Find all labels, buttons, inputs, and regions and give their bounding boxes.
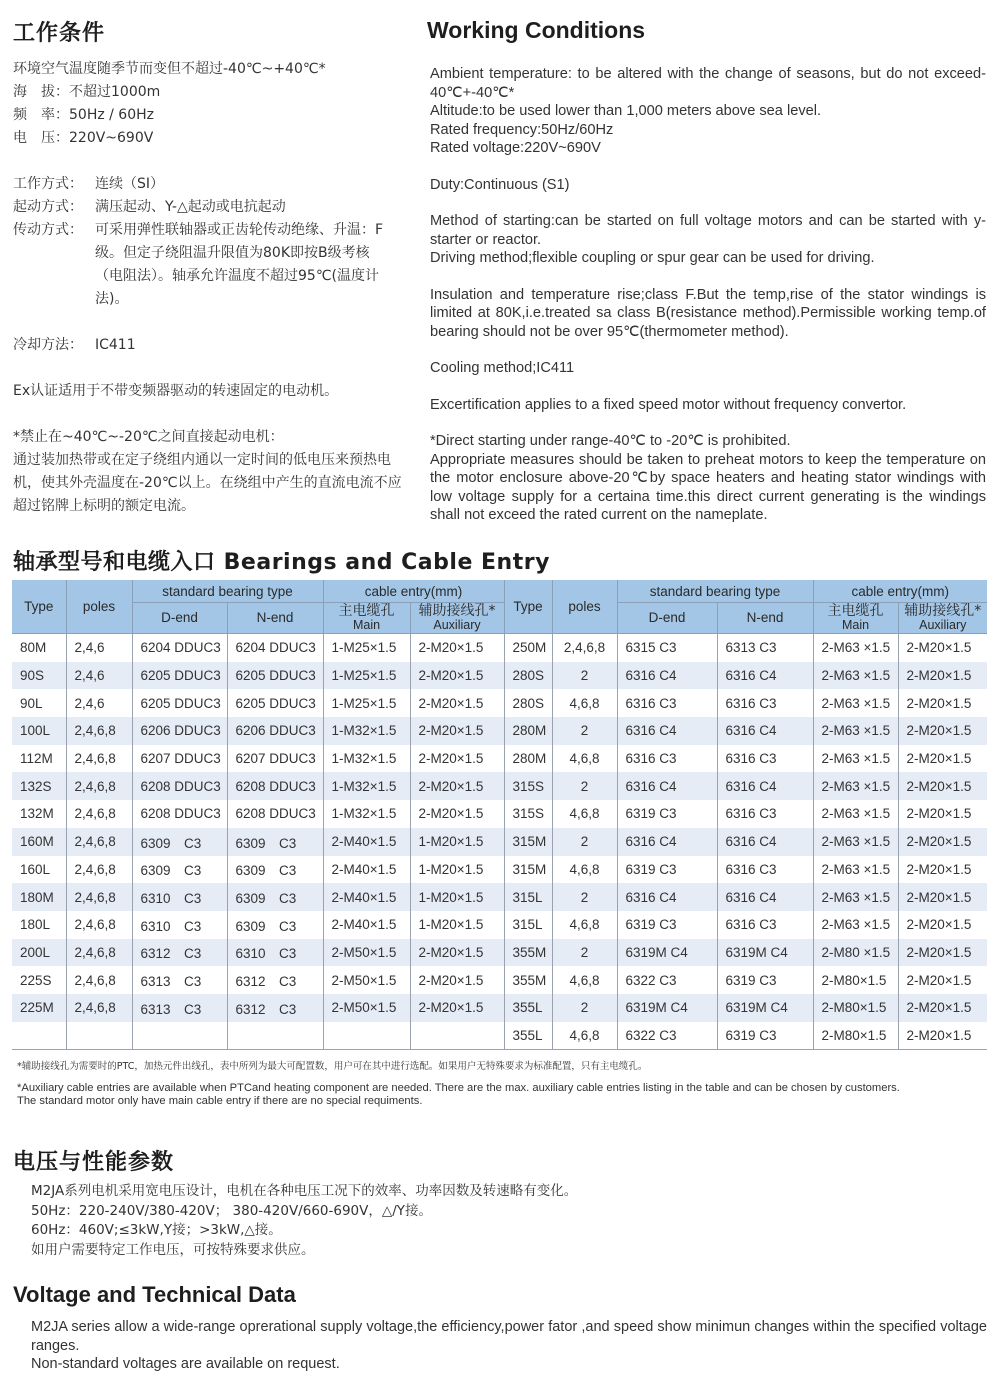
left-cell: 6205 DDUC3 bbox=[132, 662, 227, 690]
left-cell: 6312 C3 bbox=[227, 966, 323, 994]
col-poles: poles bbox=[66, 580, 132, 634]
voltage-cn-line: 如用户需要特定工作电压，可按特殊要求供应。 bbox=[31, 1241, 315, 1258]
working-conditions-en bbox=[430, 65, 986, 525]
left-cell bbox=[410, 1022, 504, 1050]
working-conditions-en-title: Working Conditions bbox=[427, 17, 646, 43]
left-cell: 2,4,6,8 bbox=[66, 939, 132, 967]
ex-cert-cn: Ex认证适用于不带变频器驱动的转速固定的电动机。 bbox=[13, 383, 339, 399]
left-cell: 6205 DDUC3 bbox=[227, 689, 323, 717]
left-cell: 200L bbox=[12, 939, 66, 967]
right-cell: 280S bbox=[504, 689, 552, 717]
table-row bbox=[12, 1022, 987, 1050]
left-cell: 6206 DDUC3 bbox=[132, 717, 227, 745]
right-cell: 6316 C3 bbox=[617, 689, 717, 717]
warning-en-2: Appropriate measures should be taken to preheat motors to keep the temperature on the motor enclosure above-20℃by space heaters and heating stator windings with low voltage supply for a certaina time.this direct current generating is the windings shall not exceed the rated current on the nameplate. bbox=[430, 451, 986, 523]
voltage-en: Rated voltage:220V~690V bbox=[430, 140, 601, 156]
ambient-cn: 环境空气温度随季节而变但不超过-40℃~+40℃* bbox=[13, 61, 326, 77]
left-cell: 2-M20×1.5 bbox=[410, 745, 504, 773]
right-cell: 2-M63 ×1.5 bbox=[813, 717, 898, 745]
right-cell: 6316 C4 bbox=[717, 883, 813, 911]
right-cell: 2 bbox=[552, 994, 617, 1022]
right-cell: 2-M20×1.5 bbox=[898, 939, 987, 967]
warning-cn-1: *禁止在~40℃~-20℃之间直接起动电机： bbox=[13, 429, 284, 445]
left-cell: 2-M20×1.5 bbox=[410, 634, 504, 662]
table-row bbox=[12, 634, 987, 662]
right-cell: 4,6,8 bbox=[552, 689, 617, 717]
table-row bbox=[12, 856, 987, 884]
table-note-cn: *辅助接线孔为需要时的PTC，加热元件出线孔，表中所列为最大可配置数，用户可在其中进行选配。如果用户无特殊要求为标准配置，只有主电缆孔。 bbox=[17, 1061, 648, 1072]
right-cell: 2-M20×1.5 bbox=[898, 966, 987, 994]
table-row bbox=[12, 939, 987, 967]
left-cell: 2-M20×1.5 bbox=[410, 689, 504, 717]
col-d-end: D-end bbox=[132, 603, 227, 634]
left-cell: 2-M20×1.5 bbox=[410, 966, 504, 994]
bearings-title: 轴承型号和电缆入口 Bearings and Cable Entry bbox=[13, 550, 550, 575]
right-cell: 315S bbox=[504, 772, 552, 800]
left-cell: 6204 DDUC3 bbox=[132, 634, 227, 662]
left-cell: 6309 C3 bbox=[132, 856, 227, 884]
right-cell: 2 bbox=[552, 772, 617, 800]
right-cell: 6316 C4 bbox=[617, 717, 717, 745]
working-conditions-cn-title: 工作条件 bbox=[13, 21, 106, 46]
right-cell: 2 bbox=[552, 717, 617, 745]
cooling-en: Cooling method;IC411 bbox=[430, 360, 575, 376]
right-cell: 315S bbox=[504, 800, 552, 828]
right-cell: 2-M20×1.5 bbox=[898, 634, 987, 662]
right-cell: 2-M63 ×1.5 bbox=[813, 883, 898, 911]
left-cell: 2-M20×1.5 bbox=[410, 662, 504, 690]
left-cell: 6207 DDUC3 bbox=[132, 745, 227, 773]
table-row bbox=[12, 994, 987, 1022]
right-cell: 6316 C4 bbox=[617, 828, 717, 856]
left-cell: 2,4,6,8 bbox=[66, 994, 132, 1022]
table-row bbox=[12, 966, 987, 994]
col-type: Type bbox=[504, 580, 552, 634]
ambient-en: Ambient temperature: to be altered with the change of seasons, but do not exceed-40℃+-40℃* bbox=[430, 66, 986, 101]
left-cell: 80M bbox=[20, 640, 47, 656]
left-cell: 6309 C3 bbox=[132, 828, 227, 856]
left-cell: 2-M40×1.5 bbox=[323, 911, 410, 939]
right-cell: 315L bbox=[504, 911, 552, 939]
left-cell: 1-M32×1.5 bbox=[323, 772, 410, 800]
altitude-cn: 海 拔： 不超过1000m bbox=[13, 84, 161, 100]
left-cell: 2-M40×1.5 bbox=[323, 828, 410, 856]
table-note-en: *Auxiliary cable entries are available when PTCand heating component are needed. There are the max. auxiliary cable entries listing in the table and can be chosen by customers. The standard motor only have main cable entry if there are no special requiments. bbox=[17, 1082, 900, 1107]
left-cell: 180M bbox=[12, 883, 66, 911]
left-cell: 2-M50×1.5 bbox=[323, 994, 410, 1022]
right-cell: 2-M63 ×1.5 bbox=[813, 662, 898, 690]
right-cell: 2-M20×1.5 bbox=[898, 800, 987, 828]
left-cell: 2-M20×1.5 bbox=[410, 994, 504, 1022]
right-cell: 6316 C4 bbox=[717, 828, 813, 856]
left-cell: 6208 DDUC3 bbox=[132, 772, 227, 800]
right-cell: 6322 C3 bbox=[617, 1022, 717, 1050]
left-cell: 2-M40×1.5 bbox=[323, 856, 410, 884]
right-cell: 2-M20×1.5 bbox=[898, 745, 987, 773]
right-cell: 4,6,8 bbox=[552, 1022, 617, 1050]
altitude-en: Altitude:to be used lower than 1,000 meters above sea level. bbox=[430, 103, 822, 119]
left-cell: 6312 C3 bbox=[227, 994, 323, 1022]
table-row bbox=[12, 689, 987, 717]
right-cell: 6319 C3 bbox=[617, 856, 717, 884]
left-cell: 6312 C3 bbox=[132, 939, 227, 967]
starting-en: Method of starting:can be started on full voltage motors and can be started with y- starter or reactor. bbox=[430, 213, 986, 248]
left-cell: 100L bbox=[12, 717, 66, 745]
right-cell: 6319 C3 bbox=[617, 911, 717, 939]
right-cell: 6316 C3 bbox=[717, 856, 813, 884]
working-conditions-cn bbox=[13, 58, 408, 518]
left-cell: 160M bbox=[12, 828, 66, 856]
right-cell: 355L bbox=[504, 1022, 552, 1050]
right-cell: 280M bbox=[504, 717, 552, 745]
table-row bbox=[12, 772, 987, 800]
left-cell: 6310 C3 bbox=[227, 939, 323, 967]
left-cell: 1-M25×1.5 bbox=[323, 662, 410, 690]
right-cell: 6322 C3 bbox=[617, 966, 717, 994]
left-cell: 2,4,6,8 bbox=[66, 883, 132, 911]
voltage-en-title: Voltage and Technical Data bbox=[13, 1282, 296, 1307]
col-n-end: N-end bbox=[717, 603, 813, 634]
left-cell: 6309 C3 bbox=[227, 828, 323, 856]
col-cable-group: cable entry(mm) bbox=[323, 580, 504, 603]
right-cell: 6316 C3 bbox=[717, 745, 813, 773]
right-cell: 2-M63 ×1.5 bbox=[813, 689, 898, 717]
right-cell: 250M bbox=[504, 634, 552, 662]
left-cell bbox=[66, 1022, 132, 1050]
right-cell: 315L bbox=[504, 883, 552, 911]
left-cell: 6205 DDUC3 bbox=[227, 662, 323, 690]
voltage-cn-line: 50Hz：220-240V/380-420V； 380-420V/660-690V，△/Y接。 bbox=[31, 1202, 433, 1219]
col-auxiliary: 辅助接线孔* Auxiliary bbox=[410, 603, 504, 634]
left-cell: 6309 C3 bbox=[227, 883, 323, 911]
left-cell: 2-M40×1.5 bbox=[323, 883, 410, 911]
col-auxiliary: 辅助接线孔* Auxiliary bbox=[898, 603, 987, 634]
right-cell: 2-M63 ×1.5 bbox=[813, 828, 898, 856]
right-cell: 2-M80×1.5 bbox=[813, 966, 898, 994]
right-cell: 6319 C3 bbox=[617, 800, 717, 828]
right-cell: 355L bbox=[504, 994, 552, 1022]
voltage-cn-title: 电压与性能参数 bbox=[13, 1150, 175, 1175]
right-cell: 4,6,8 bbox=[552, 800, 617, 828]
left-cell: 6207 DDUC3 bbox=[227, 745, 323, 773]
left-cell: 2-M50×1.5 bbox=[323, 966, 410, 994]
left-cell: 2,4,6,8 bbox=[66, 966, 132, 994]
table-row bbox=[12, 883, 987, 911]
ex-cert-en: Excertification applies to a fixed speed motor without frequency convertor. bbox=[430, 396, 907, 413]
left-cell: 6313 C3 bbox=[132, 966, 227, 994]
table-row bbox=[12, 828, 987, 856]
left-cell: 2-M20×1.5 bbox=[410, 800, 504, 828]
col-cable-group: cable entry(mm) bbox=[813, 580, 987, 603]
table-row bbox=[12, 800, 987, 828]
right-cell: 280S bbox=[504, 662, 552, 690]
left-cell: 2,4,6,8 bbox=[66, 772, 132, 800]
left-cell: 6309 C3 bbox=[227, 911, 323, 939]
right-cell: 315M bbox=[504, 856, 552, 884]
left-cell: 2,4,6,8 bbox=[66, 800, 132, 828]
left-cell bbox=[227, 1022, 323, 1050]
right-cell: 6316 C4 bbox=[717, 717, 813, 745]
driving-en: Driving method;flexible coupling or spur gear can be used for driving. bbox=[430, 250, 875, 266]
left-cell: 225S bbox=[20, 972, 52, 988]
frequency-cn: 频 率： 50Hz / 60Hz bbox=[13, 107, 154, 123]
right-cell: 4,6,8 bbox=[552, 856, 617, 884]
left-cell bbox=[12, 1022, 66, 1050]
right-cell: 6316 C3 bbox=[717, 800, 813, 828]
right-cell: 2 bbox=[552, 939, 617, 967]
right-cell: 4,6,8 bbox=[552, 745, 617, 773]
voltage-cn-line: M2JA系列电机采用宽电压设计，电机在各种电压工况下的效率、功率因数及转速略有变化。 bbox=[31, 1183, 578, 1199]
left-cell: 1-M32×1.5 bbox=[323, 745, 410, 773]
left-cell: 6204 DDUC3 bbox=[227, 634, 323, 662]
col-type: Type bbox=[12, 580, 66, 634]
right-cell: 315M bbox=[504, 828, 552, 856]
right-cell: 6319M C4 bbox=[617, 939, 717, 967]
right-cell: 2-M20×1.5 bbox=[898, 772, 987, 800]
cooling-cn: 冷却方法： IC411 bbox=[13, 337, 136, 353]
left-cell: 2,4,6 bbox=[66, 689, 132, 717]
left-cell: 6205 DDUC3 bbox=[132, 689, 227, 717]
left-cell: 112M bbox=[20, 751, 53, 767]
right-cell: 2 bbox=[552, 883, 617, 911]
right-cell: 6319 C3 bbox=[717, 966, 813, 994]
left-cell: 2-M50×1.5 bbox=[323, 939, 410, 967]
right-cell: 2-M20×1.5 bbox=[898, 856, 987, 884]
right-cell: 2-M80×1.5 bbox=[813, 1022, 898, 1050]
left-cell: 2,4,6 bbox=[66, 634, 132, 662]
left-cell: 1-M20×1.5 bbox=[410, 828, 504, 856]
left-cell: 132S bbox=[12, 772, 66, 800]
left-cell: 6313 C3 bbox=[132, 994, 227, 1022]
right-cell: 6315 C3 bbox=[617, 634, 717, 662]
right-cell: 2-M20×1.5 bbox=[898, 717, 987, 745]
right-cell: 6319M C4 bbox=[717, 939, 813, 967]
left-cell: 90L bbox=[20, 695, 43, 711]
left-cell: 2,4,6,8 bbox=[66, 856, 132, 884]
right-cell: 2-M80 ×1.5 bbox=[813, 939, 898, 967]
right-cell: 6316 C3 bbox=[617, 745, 717, 773]
left-cell: 2-M20×1.5 bbox=[410, 939, 504, 967]
left-cell: 2,4,6 bbox=[66, 662, 132, 690]
right-cell: 6316 C4 bbox=[617, 772, 717, 800]
right-cell: 4,6,8 bbox=[552, 966, 617, 994]
right-cell: 2-M80×1.5 bbox=[813, 994, 898, 1022]
left-cell: 6310 C3 bbox=[132, 911, 227, 939]
col-poles: poles bbox=[552, 580, 617, 634]
right-cell: 6319 C3 bbox=[717, 1022, 813, 1050]
col-main: 主电缆孔 Main bbox=[813, 603, 898, 634]
right-cell: 6313 C3 bbox=[717, 634, 813, 662]
warning-en-1: *Direct starting under range-40℃ to -20℃ is prohibited. bbox=[430, 433, 791, 449]
right-cell: 2-M63 ×1.5 bbox=[813, 911, 898, 939]
right-cell: 2-M20×1.5 bbox=[898, 828, 987, 856]
right-cell: 2-M63 ×1.5 bbox=[813, 745, 898, 773]
left-cell bbox=[323, 1022, 410, 1050]
col-bearing-group: standard bearing type bbox=[617, 580, 813, 603]
duty-en: Duty:Continuous (S1) bbox=[430, 176, 570, 193]
starting-cn: 起动方式： 满压起动、Y-△起动或电抗起动 bbox=[13, 199, 286, 215]
col-bearing-group: standard bearing type bbox=[132, 580, 323, 603]
left-cell: 6310 C3 bbox=[132, 883, 227, 911]
left-cell: 2,4,6,8 bbox=[66, 911, 132, 939]
right-cell: 2-M20×1.5 bbox=[898, 883, 987, 911]
right-cell: 2-M20×1.5 bbox=[898, 662, 987, 690]
right-cell: 6319M C4 bbox=[717, 994, 813, 1022]
left-cell: 6208 DDUC3 bbox=[227, 800, 323, 828]
voltage-en-p2: Non-standard voltages are available on request. bbox=[31, 1356, 340, 1372]
duty-cn: 工作方式： 连续（SI） bbox=[13, 176, 165, 192]
left-cell: 2,4,6,8 bbox=[66, 828, 132, 856]
right-cell: 2 bbox=[552, 662, 617, 690]
left-cell: 1-M20×1.5 bbox=[410, 883, 504, 911]
table-row bbox=[12, 662, 987, 690]
voltage-cn: 电 压： 220V~690V bbox=[13, 130, 154, 146]
right-cell: 6319M C4 bbox=[617, 994, 717, 1022]
left-cell: 1-M25×1.5 bbox=[323, 689, 410, 717]
left-cell: 2-M20×1.5 bbox=[410, 717, 504, 745]
right-cell: 2-M20×1.5 bbox=[898, 994, 987, 1022]
left-cell: 1-M20×1.5 bbox=[410, 911, 504, 939]
left-cell: 1-M32×1.5 bbox=[323, 800, 410, 828]
right-cell: 2-M63 ×1.5 bbox=[813, 856, 898, 884]
warning-cn-2: 通过装加热带或在定子绕组内通以一定时间的低电压来预热电机，使其外壳温度在-20℃以上。在绕组中产生的直流电流不应超过铭牌上标明的额定电流。 bbox=[13, 452, 402, 514]
left-cell: 6208 DDUC3 bbox=[227, 772, 323, 800]
voltage-cn-line: 60Hz：460V;≤3kW,Y接；>3kW,△接。 bbox=[31, 1222, 282, 1238]
col-d-end: D-end bbox=[617, 603, 717, 634]
right-cell: 2-M63 ×1.5 bbox=[813, 634, 898, 662]
left-cell: 2,4,6,8 bbox=[66, 745, 132, 773]
voltage-en-p1: M2JA series allow a wide-range oprerational supply voltage,the efficiency,power fator ,and speed show minimun changes within the specified voltage ranges. bbox=[31, 1319, 987, 1354]
driving-cn: 传动方式： 可采用弹性联轴器或正齿轮传动绝缘、升温：F级。但定子绕阻温升限值为80K即按B级考核（电阻法）。轴承允许温度不超过95℃(温度计法)。 bbox=[13, 222, 384, 307]
left-cell: 6309 C3 bbox=[227, 856, 323, 884]
right-cell: 6316 C3 bbox=[717, 689, 813, 717]
left-cell bbox=[132, 1022, 227, 1050]
left-cell: 2-M20×1.5 bbox=[410, 772, 504, 800]
left-cell: 160L bbox=[20, 861, 51, 877]
col-n-end: N-end bbox=[227, 603, 323, 634]
left-cell: 180L bbox=[20, 917, 51, 933]
right-cell: 6316 C4 bbox=[717, 662, 813, 690]
col-main: 主电缆孔 Main bbox=[323, 603, 410, 634]
right-cell: 2 bbox=[552, 828, 617, 856]
voltage-cn-body bbox=[31, 1182, 981, 1260]
right-cell: 2-M20×1.5 bbox=[898, 911, 987, 939]
right-cell: 2-M20×1.5 bbox=[898, 689, 987, 717]
table-row bbox=[12, 911, 987, 939]
right-cell: 6316 C4 bbox=[617, 662, 717, 690]
left-cell: 6208 DDUC3 bbox=[132, 800, 227, 828]
right-cell: 2-M63 ×1.5 bbox=[813, 800, 898, 828]
right-cell: 6316 C4 bbox=[617, 883, 717, 911]
left-cell: 1-M20×1.5 bbox=[410, 856, 504, 884]
left-cell: 1-M32×1.5 bbox=[323, 717, 410, 745]
right-cell: 280M bbox=[504, 745, 552, 773]
right-cell: 4,6,8 bbox=[552, 911, 617, 939]
table-row bbox=[12, 745, 987, 773]
right-cell: 2-M63 ×1.5 bbox=[813, 772, 898, 800]
right-cell: 6316 C4 bbox=[717, 772, 813, 800]
right-cell: 355M bbox=[504, 939, 552, 967]
left-cell: 2,4,6,8 bbox=[66, 717, 132, 745]
left-cell: 6206 DDUC3 bbox=[227, 717, 323, 745]
left-cell: 90S bbox=[12, 662, 66, 690]
right-cell: 2-M20×1.5 bbox=[898, 1022, 987, 1050]
right-cell: 6316 C3 bbox=[717, 911, 813, 939]
left-cell: 132M bbox=[20, 806, 54, 822]
table-row bbox=[12, 717, 987, 745]
left-cell: 1-M25×1.5 bbox=[323, 634, 410, 662]
frequency-en: Rated frequency:50Hz/60Hz bbox=[430, 121, 614, 138]
right-cell: 355M bbox=[504, 966, 552, 994]
right-cell: 2,4,6,8 bbox=[552, 634, 617, 662]
left-cell: 225M bbox=[12, 994, 66, 1022]
insulation-en: Insulation and temperature rise;class F.But the temp,rise of the stator windings is limited at 80K,i.e.treated sa class B(resistance method).Permissible working temp.of bearing should not be over 95℃(thermometer method). bbox=[430, 286, 986, 340]
bearings-table bbox=[12, 580, 987, 1050]
